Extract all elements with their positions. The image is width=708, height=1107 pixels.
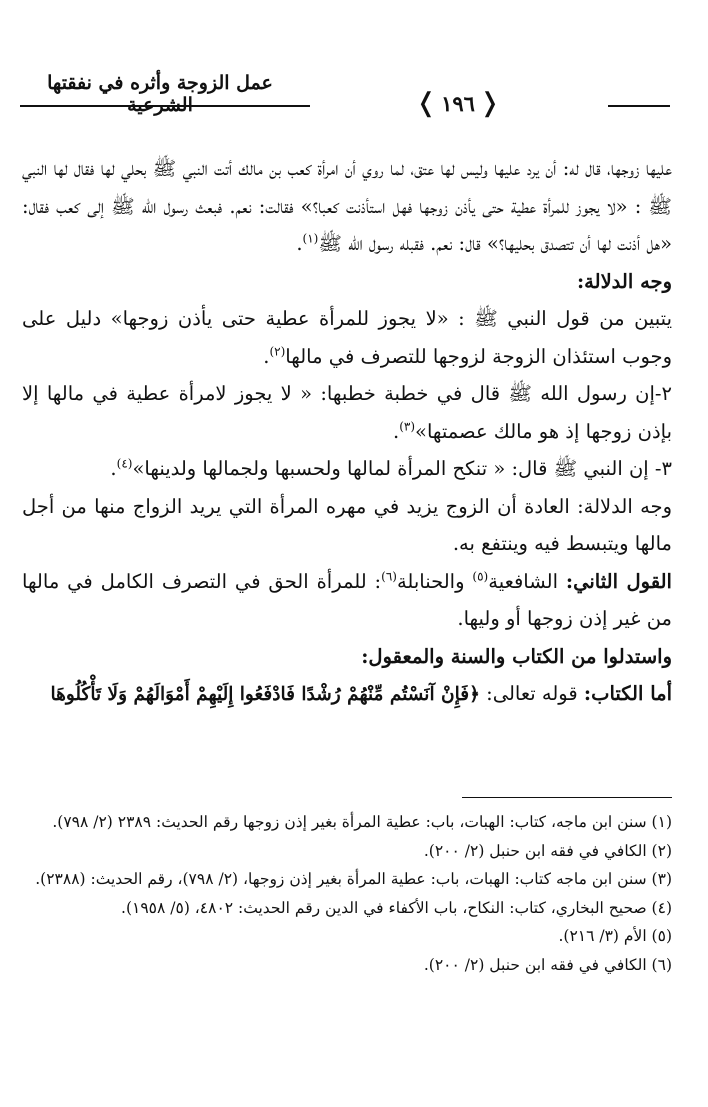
paragraph-text: يتبين من قول النبي ﷺ : «لا يجوز للمرأة عطية حتى يأذن زوجها» دليل على وجوب استئذان الزوجة لزوجها للتصرف في مالها xyxy=(22,307,672,368)
paragraph xyxy=(22,375,672,450)
paragraph xyxy=(22,450,672,488)
footnote-ref[interactable]: (٢) xyxy=(269,344,286,358)
paragraph xyxy=(22,675,672,714)
footnote: (٢) الكافي في فقه ابن حنبل (٢/ ٢٠٠). xyxy=(423,841,672,860)
paragraph-end: . xyxy=(296,232,303,255)
footnote-separator xyxy=(462,797,672,798)
page-number-value: ١٩٦ xyxy=(441,90,475,116)
paragraph-text: عليها زوجها، قال له: أن يرد عليها وليس لها عتق، لما روي أن امرأة كعب بن مالك أتت النبي ﷺ بحلي لها فقال لها النبي ﷺ : «لا يجوز للمرأة عطية حتى يأذن زوجها فهل استأذنت كعبا؟» فقالت: نعم. فبعث رسول الله ﷺ إلى كعب فقال: «هل أذنت لها أن تتصدق بحليها؟» قال: نعم. فقبله رسول الله ﷺ xyxy=(22,157,672,255)
section-heading: وجه الدلالة: xyxy=(576,269,672,293)
footnote-ref[interactable]: (٥) xyxy=(472,569,489,583)
section-heading: واستدلوا من الكتاب والسنة والمعقول: xyxy=(361,644,672,668)
footnotes xyxy=(22,808,672,979)
page-number-bracket-open-icon: ❬ xyxy=(478,88,501,118)
quran-verse: ﴿فَإِنْ آنَسْتُم مِّنْهُمْ رُشْدًا فَادْفَعُوا إِلَيْهِمْ أَمْوَالَهُمْ وَلَا تَأْكُلُوهَا xyxy=(50,684,480,705)
paragraph: وجه الدلالة: العادة أن الزوج يزيد في مهره المرأة التي يريد الزواج منها من أجل مالها ويتبسط فيه وينتفع به. xyxy=(22,494,672,555)
footnote-ref[interactable]: (٤) xyxy=(116,456,133,471)
paragraph-text: ٢-إن رسول الله ﷺ قال في خطبة خطبها: « لا يجوز لامرأة عطية في مالها إلا بإذن زوجها إذ هو مالك عصمتها» xyxy=(22,382,672,443)
paragraph-text: : للمرأة الحق في التصرف الكامل في مالها من غير إذن زوجها أو وليها. xyxy=(22,569,672,630)
footnote-ref[interactable]: (١) xyxy=(302,231,319,246)
footnote: (١) سنن ابن ماجه، كتاب: الهبات، باب: عطية المرأة بغير إذن زوجها رقم الحديث: ٢٣٨٩ (٢/ ٧٩٨). xyxy=(52,813,672,831)
paragraph-text: قوله تعالى: xyxy=(479,682,584,705)
paragraph-label: أما الكتاب: xyxy=(583,682,672,705)
paragraph-end: . xyxy=(110,457,117,480)
paragraph-text: الشافعية xyxy=(488,569,566,593)
paragraph xyxy=(22,563,672,638)
running-header-title: عمل الزوجة وأثره في نفقتها الشرعية xyxy=(47,72,273,116)
paragraph-end: . xyxy=(393,419,400,443)
paragraph xyxy=(22,150,672,263)
paragraph-label: القول الثاني: xyxy=(565,569,672,593)
page-number xyxy=(312,88,604,118)
header-rule-short xyxy=(608,105,670,107)
footnote: (٣) سنن ابن ماجه كتاب: الهبات، باب: عطية المرأة بغير إذن زوجها، (٢/ ٧٩٨)، رقم الحديث: (٢٣٨٨). xyxy=(35,870,672,888)
footnote-ref[interactable]: (٦) xyxy=(381,569,397,583)
paragraph-text: ٣- إن النبي ﷺ قال: « تنكح المرأة لمالها ولحسبها ولجمالها ولدينها» xyxy=(132,457,672,480)
footnote: (٤) صحيح البخاري، كتاب: النكاح، باب الأكفاء في الدين رقم الحديث: ٤٨٠٢، (٥/ ١٩٥٨). xyxy=(121,898,672,917)
footnote: (٦) الكافي في فقه ابن حنبل (٢/ ٢٠٠). xyxy=(423,955,672,974)
paragraph xyxy=(22,300,672,375)
paragraph-end: . xyxy=(263,344,270,368)
header-rule xyxy=(20,105,310,107)
page-number-bracket-close-icon: ❭ xyxy=(415,88,438,118)
footnote: (٥) الأم (٣/ ٢١٦). xyxy=(558,927,672,945)
footnote-ref[interactable]: (٣) xyxy=(399,419,416,433)
paragraph-text: والحنابلة xyxy=(396,569,473,593)
main-text xyxy=(22,150,672,714)
